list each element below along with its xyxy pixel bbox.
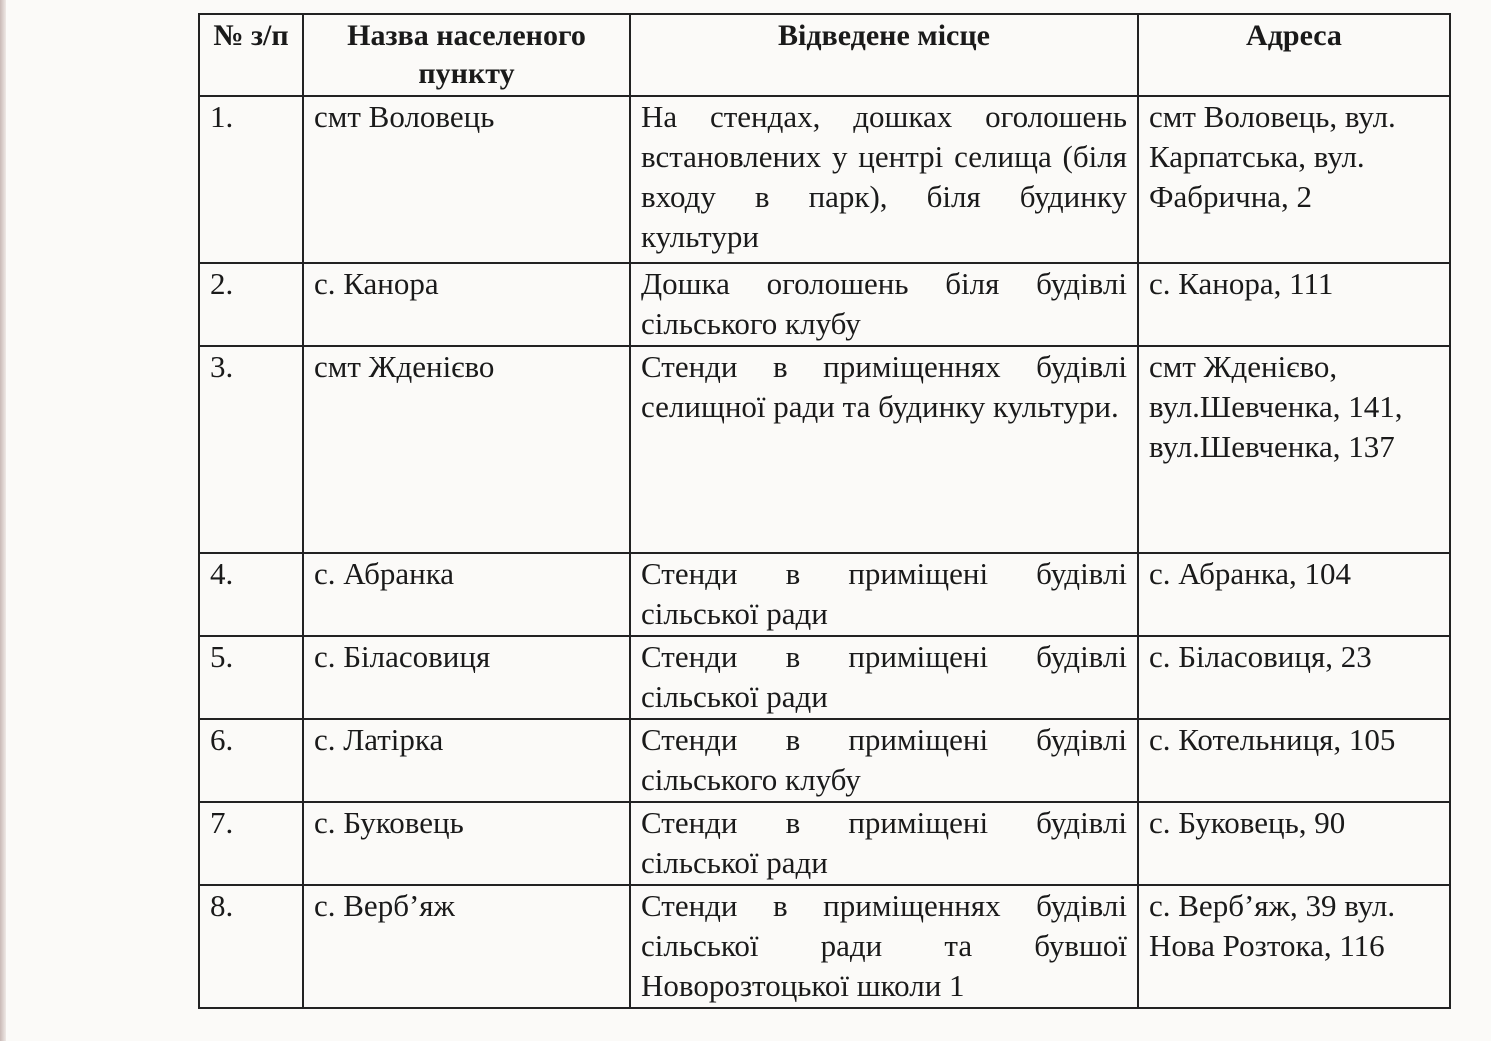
- locations-table: [198, 13, 1451, 1009]
- row-place: Дошка оголошень біля будівлі сільського клубу: [630, 263, 1138, 346]
- header-number: № з/п: [199, 14, 303, 96]
- row-number: 1.: [199, 96, 303, 263]
- row-number: 6.: [199, 719, 303, 802]
- row-place: Стенди в приміщені будівлі сільського клубу: [630, 719, 1138, 802]
- row-place: Стенди в приміщені будівлі сільської ради: [630, 802, 1138, 885]
- row-address: с. Буковець, 90: [1138, 802, 1450, 885]
- row-place: На стендах, дошках оголошень встановлених у центрі селища (біля входу в парк), біля будинку культури: [630, 96, 1138, 263]
- row-number: 5.: [199, 636, 303, 719]
- row-settlement: смт Воловець: [303, 96, 630, 263]
- row-settlement: с. Буковець: [303, 802, 630, 885]
- table-row: [199, 719, 1450, 802]
- table-header-row: [199, 14, 1450, 96]
- page-edge: [0, 0, 6, 1041]
- table-row: [199, 346, 1450, 553]
- row-place: Стенди в приміщені будівлі сільської ради: [630, 636, 1138, 719]
- header-address: Адреса: [1138, 14, 1450, 96]
- row-address: с. Абранка, 104: [1138, 553, 1450, 636]
- table-row: [199, 885, 1450, 1008]
- row-place: Стенди в приміщеннях будівлі селищної ради та будинку культури.: [630, 346, 1138, 553]
- row-number: 3.: [199, 346, 303, 553]
- table-row: [199, 553, 1450, 636]
- row-address: смт Жденієво, вул.Шевченка, 141, вул.Шевченка, 137: [1138, 346, 1450, 553]
- table-row: [199, 802, 1450, 885]
- row-address: с. Верб’яж, 39 вул. Нова Розтока, 116: [1138, 885, 1450, 1008]
- row-settlement: с. Канора: [303, 263, 630, 346]
- table-row: [199, 263, 1450, 346]
- header-settlement: Назва населеного пункту: [303, 14, 630, 96]
- row-address: с. Котельниця, 105: [1138, 719, 1450, 802]
- row-settlement: с. Латірка: [303, 719, 630, 802]
- row-address: с. Канора, 111: [1138, 263, 1450, 346]
- table-row: [199, 636, 1450, 719]
- row-number: 8.: [199, 885, 303, 1008]
- row-number: 7.: [199, 802, 303, 885]
- table-row: [199, 96, 1450, 263]
- header-place: Відведене місце: [630, 14, 1138, 96]
- row-number: 4.: [199, 553, 303, 636]
- row-address: смт Воловець, вул. Карпатська, вул. Фабрична, 2: [1138, 96, 1450, 263]
- row-settlement: с. Біласовиця: [303, 636, 630, 719]
- row-settlement: с. Абранка: [303, 553, 630, 636]
- row-place: Стенди в приміщеннях будівлі сільської ради та бувшої Новорозтоцької школи 1: [630, 885, 1138, 1008]
- row-address: с. Біласовиця, 23: [1138, 636, 1450, 719]
- row-settlement: смт Жденієво: [303, 346, 630, 553]
- row-place: Стенди в приміщені будівлі сільської ради: [630, 553, 1138, 636]
- row-number: 2.: [199, 263, 303, 346]
- row-settlement: с. Верб’яж: [303, 885, 630, 1008]
